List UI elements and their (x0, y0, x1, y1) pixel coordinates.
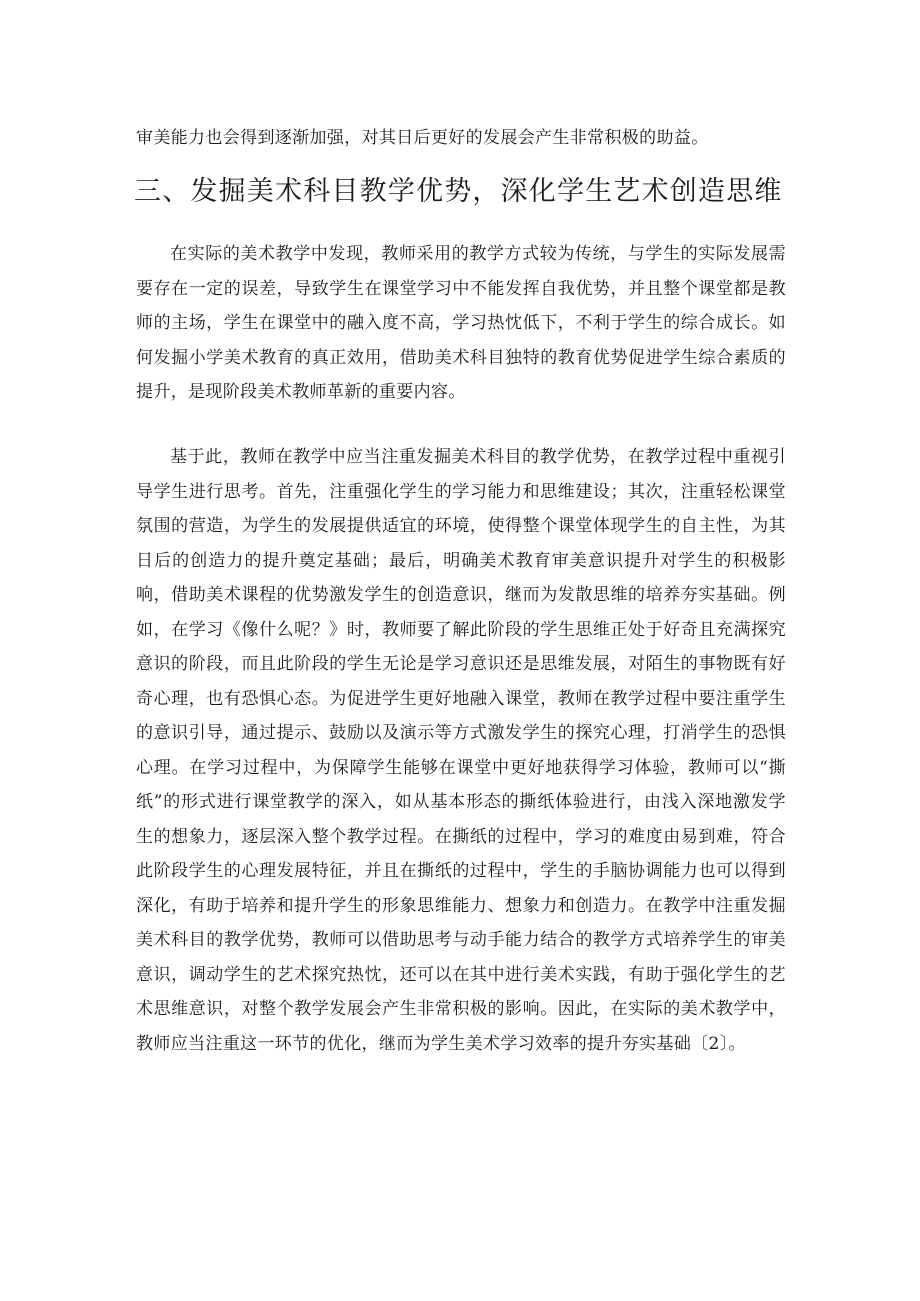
continued-paragraph-line: 审美能力也会得到逐渐加强，对其日后更好的发展会产生非常积极的助益。 (136, 128, 709, 148)
body-paragraph: 在实际的美术教学中发现，教师采用的教学方式较为传统，与学生的实际发展需要存在一定的误差，导致学生在课堂学习中不能发挥自我优势，并且整个课堂都是教师的主场，学生在课堂中的融入度不高，学习热忱低下，不利于学生的综合成长。如何发掘小学美术教育的真正效用，借助美术科目独特的教育优势促进学生综合素质的提升，是现阶段美术教师革新的重要内容。 (136, 244, 786, 402)
body-paragraph: 基于此，教师在教学中应当注重发掘美术科目的教学优势，在教学过程中重视引导学生进行思考。首先，注重强化学生的学习能力和思维建设；其次，注重轻松课堂氛围的营造，为学生的发展提供适宜的环境，使得整个课堂体现学生的自主性，为其日后的创造力的提升奠定基础；最后，明确美术教育审美意识提升对学生的积极影响，借助美术课程的优势激发学生的创造意识，继而为发散思维的培养夯实基础。例如，在学习《像什么呢？》时，教师要了解此阶段的学生思维正处于好奇且充满探究意识的阶段，而且此阶段的学生无论是学习意识还是思维发展，对陌生的事物既有好奇心理，也有恐惧心态。为促进学生更好地融入课堂，教师在教学过程中要注重学生的意识引导，通过提示、鼓励以及演示等方式激发学生的探究心理，打消学生的恐惧心理。在学习过程中，为保障学生能够在课堂中更好地获得学习体验，教师可以“撕纸”的形式进行课堂教学的深入，如从基本形态的撕纸体验进行，由浅入深地激发学生的想象力，逐层深入整个教学过程。在撕纸的过程中，学习的难度由易到难，符合此阶段学生的心理发展特征，并且在撕纸的过程中，学生的手脑协调能力也可以得到深化，有助于培养和提升学生的形象思维能力、想象力和创造力。在教学中注重发掘美术科目的教学优势，教师可以借助思考与动手能力结合的教学方式培养学生的审美意识，调动学生的艺术探究热忱，还可以在其中进行美术实践，有助于强化学生的艺术思维意识，对整个教学发展会产生非常积极的影响。因此，在实际的美术教学中，教师应当注重这一环节的优化，继而为学生美术学习效率的提升夯实基础〔2〕。 (136, 447, 786, 1054)
section-heading: 三、发掘美术科目教学优势，深化学生艺术创造思维 (134, 176, 783, 207)
